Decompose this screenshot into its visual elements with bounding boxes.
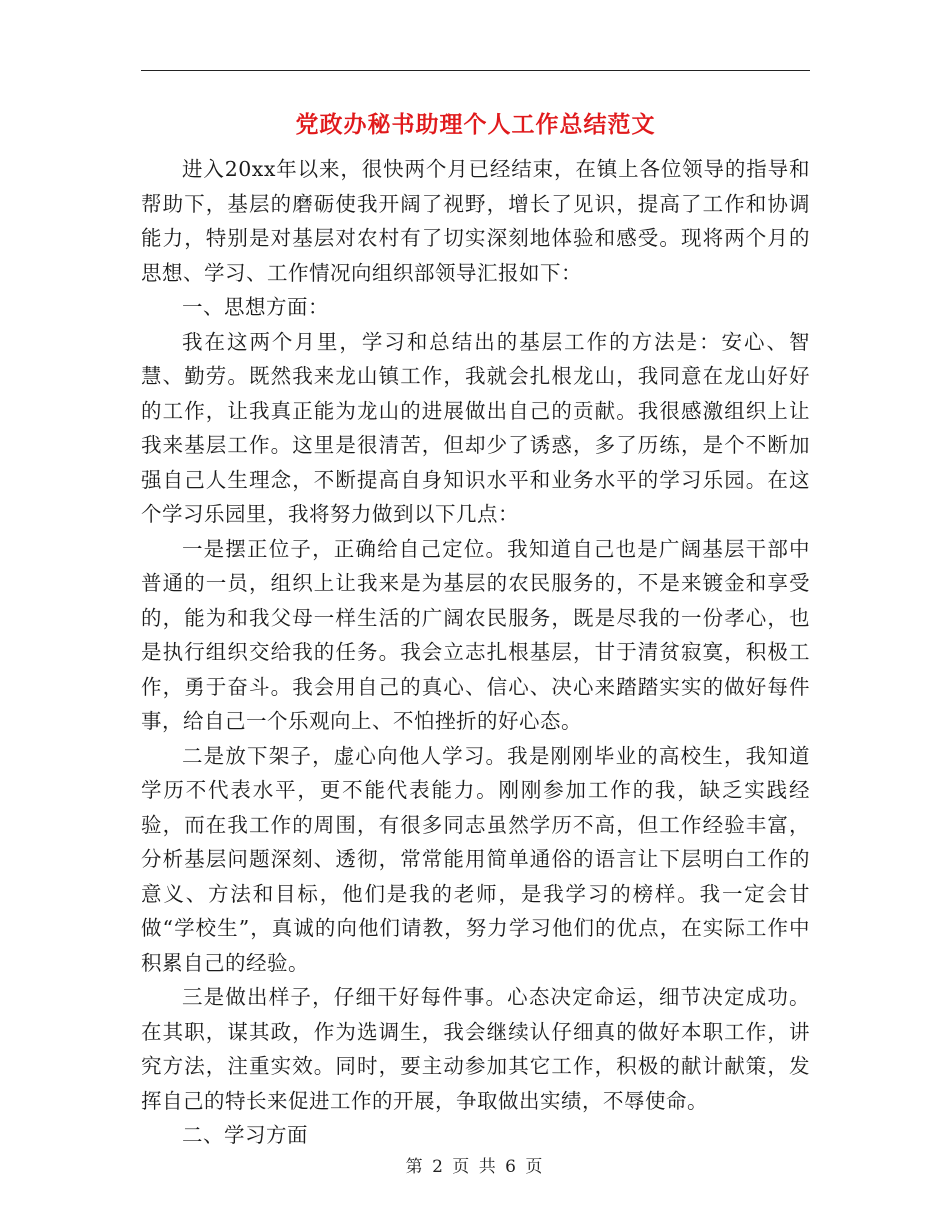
document-title: 党政办秘书助理个人工作总结范文 <box>295 111 656 138</box>
paragraph-point-one: 一是摆正位子，正确给自己定位。我知道自己也是广阔基层干部中普通的一员，组织上让我来是为基层的农民服务的，不是来镀金和享受的，能为和我父母一样生活的广阔农民服务，既是尽我的一份孝心，也是执行组织交给我的任务。我会立志扎根基层，甘于清贫寂寞，积极工作，勇于奋斗。我会用自己的真心、信心、决心来踏踏实实的做好每件事，给自己一个乐观向上、不怕挫折的好心态。 <box>141 536 810 733</box>
header-rule <box>141 70 810 71</box>
document-body <box>141 152 810 1153</box>
section-heading-study: 二、学习方面 <box>182 1123 308 1147</box>
paragraph-point-two: 二是放下架子，虚心向他人学习。我是刚刚毕业的高校生，我知道学历不代表水平，更不能代表能力。刚刚参加工作的我，缺乏实践经验，而在我工作的周围，有很多同志虽然学历不高，但工作经验丰富，分析基层问题深刻、透彻，常常能用简单通俗的语言让下层明白工作的意义、方法和目标，他们是我的老师，是我学习的榜样。我一定会甘做“学校生”，真诚的向他们请教，努力学习他们的优点，在实际工作中积累自己的经验。 <box>141 743 810 975</box>
paragraph-point-three: 三是做出样子，仔细干好每件事。心态决定命运，细节决定成功。在其职，谋其政，作为选调生，我会继续认仔细真的做好本职工作，讲究方法，注重实效。同时，要主动参加其它工作，积极的献计献策，发挥自己的特长来促进工作的开展，争取做出实绩，不辱使命。 <box>141 985 810 1113</box>
section-heading-thought: 一、思想方面： <box>182 295 329 319</box>
paragraph-intro: 进入20xx年以来，很快两个月已经结束，在镇上各位领导的指导和帮助下，基层的磨砺使我开阔了视野，增长了见识，提高了工作和协调能力，特别是对基层对农村有了切实深刻地体验和感受。现将两个月的思想、学习、工作情况向组织部领导汇报如下： <box>141 157 810 285</box>
page-number-footer: 第 2 页 共 6 页 <box>405 1157 545 1177</box>
paragraph-thought: 我在这两个月里，学习和总结出的基层工作的方法是：安心、智慧、勤劳。既然我来龙山镇工作，我就会扎根龙山，我同意在龙山好好的工作，让我真正能为龙山的进展做出自己的贡献。我很感激组织上让我来基层工作。这里是很清苦，但却少了诱惑，多了历练，是个不断加强自己人生理念，不断提高自身知识水平和业务水平的学习乐园。在这个学习乐园里，我将努力做到以下几点： <box>141 329 810 526</box>
